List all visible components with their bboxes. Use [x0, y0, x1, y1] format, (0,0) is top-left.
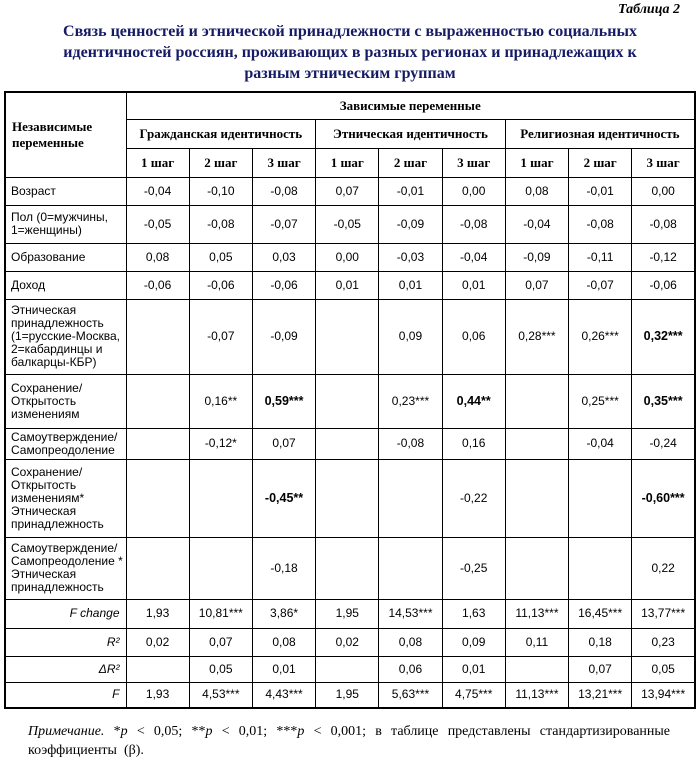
step-header: 1 шаг: [316, 148, 379, 177]
data-cell: [505, 374, 568, 428]
data-cell: [316, 537, 379, 599]
row-label: Сохранение/Открытость изменениям* Этническая принадлежность: [5, 459, 126, 537]
data-cell: -0,04: [569, 428, 632, 459]
row-label: Этническая принадлежность (1=русские-Москва, 2=кабардинцы и балкарцы-КБР): [5, 299, 126, 374]
data-cell: [126, 459, 189, 537]
data-cell: 0,01: [252, 656, 315, 682]
data-cell: 0,23: [632, 628, 695, 656]
data-cell: -0,10: [189, 177, 252, 205]
table-row: [5, 599, 695, 628]
data-cell: [505, 428, 568, 459]
data-cell: -0,01: [569, 177, 632, 205]
step-header: 1 шаг: [126, 148, 189, 177]
data-cell: 0,01: [442, 271, 505, 299]
data-cell: -0,07: [252, 205, 315, 243]
table-row: [5, 537, 695, 599]
data-cell: -0,12*: [189, 428, 252, 459]
data-cell: -0,12: [632, 243, 695, 271]
data-cell: -0,24: [632, 428, 695, 459]
note-text: < 0,001; в таблице представлены стандартизированные коэффициенты (β).: [28, 724, 671, 758]
data-cell: -0,07: [569, 271, 632, 299]
data-cell: [126, 374, 189, 428]
table-row: [5, 656, 695, 682]
data-cell: -0,11: [569, 243, 632, 271]
data-cell: [505, 459, 568, 537]
data-cell: 0,06: [442, 299, 505, 374]
data-cell: 5,63***: [379, 682, 442, 708]
row-label: Возраст: [5, 177, 126, 205]
col-header-independent: Независимые переменные: [5, 92, 126, 177]
data-cell: 0,08: [379, 628, 442, 656]
step-header: 3 шаг: [252, 148, 315, 177]
step-header: 2 шаг: [189, 148, 252, 177]
data-cell: -0,09: [505, 243, 568, 271]
data-cell: 0,06: [379, 656, 442, 682]
data-cell: 0,25***: [569, 374, 632, 428]
data-cell: -0,04: [505, 205, 568, 243]
data-cell: 0,02: [126, 628, 189, 656]
data-cell: 1,63: [442, 599, 505, 628]
data-cell: 0,05: [189, 243, 252, 271]
note-italic-p: p: [120, 724, 128, 739]
data-cell: 0,05: [189, 656, 252, 682]
row-label: Пол (0=мужчины, 1=женщины): [5, 205, 126, 243]
data-cell: 0,01: [316, 271, 379, 299]
data-cell: [379, 459, 442, 537]
data-cell: [379, 537, 442, 599]
data-cell: 0,07: [316, 177, 379, 205]
table-row: [5, 205, 695, 243]
data-cell: -0,60***: [632, 459, 695, 537]
data-cell: -0,06: [632, 271, 695, 299]
data-cell: 4,43***: [252, 682, 315, 708]
data-cell: -0,04: [442, 243, 505, 271]
row-label: F: [5, 682, 126, 708]
data-cell: 0,28***: [505, 299, 568, 374]
data-cell: 0,00: [316, 243, 379, 271]
data-cell: 0,08: [505, 177, 568, 205]
data-cell: [316, 656, 379, 682]
data-cell: 0,23***: [379, 374, 442, 428]
data-cell: 4,53***: [189, 682, 252, 708]
row-label: Образование: [5, 243, 126, 271]
data-cell: 14,53***: [379, 599, 442, 628]
data-cell: -0,08: [252, 177, 315, 205]
data-cell: 4,75***: [442, 682, 505, 708]
table-row: [5, 177, 695, 205]
data-cell: -0,06: [189, 271, 252, 299]
data-cell: 0,07: [569, 656, 632, 682]
data-cell: -0,05: [316, 205, 379, 243]
data-cell: [505, 656, 568, 682]
row-label: F change: [5, 599, 126, 628]
data-cell: 0,09: [379, 299, 442, 374]
data-cell: -0,08: [632, 205, 695, 243]
data-cell: [316, 374, 379, 428]
data-cell: [126, 428, 189, 459]
row-label: ΔR²: [5, 656, 126, 682]
data-cell: 0,07: [505, 271, 568, 299]
data-cell: 0,08: [126, 243, 189, 271]
data-cell: -0,08: [569, 205, 632, 243]
step-header: 3 шаг: [442, 148, 505, 177]
data-cell: [126, 537, 189, 599]
data-cell: -0,18: [252, 537, 315, 599]
data-cell: -0,06: [126, 271, 189, 299]
header-row-dependent: [5, 92, 695, 119]
data-cell: 0,08: [252, 628, 315, 656]
data-cell: 0,32***: [632, 299, 695, 374]
data-cell: 0,16**: [189, 374, 252, 428]
footnote: [28, 722, 670, 760]
data-cell: -0,45**: [252, 459, 315, 537]
data-cell: -0,08: [442, 205, 505, 243]
data-cell: -0,09: [252, 299, 315, 374]
data-cell: 0,00: [442, 177, 505, 205]
data-cell: -0,01: [379, 177, 442, 205]
data-cell: [569, 459, 632, 537]
data-cell: [316, 459, 379, 537]
table-row: [5, 628, 695, 656]
row-label: R²: [5, 628, 126, 656]
data-cell: 11,13***: [505, 682, 568, 708]
row-label: Самоутверждение/Самопреодоление: [5, 428, 126, 459]
table-row: [5, 682, 695, 708]
data-cell: 0,44**: [442, 374, 505, 428]
data-cell: 0,16: [442, 428, 505, 459]
table-body: [5, 177, 695, 708]
data-cell: [316, 299, 379, 374]
data-cell: 0,05: [632, 656, 695, 682]
data-cell: 0,07: [252, 428, 315, 459]
data-cell: -0,06: [252, 271, 315, 299]
table-row: [5, 243, 695, 271]
page-title: Связь ценностей и этнической принадлежности с выраженностью социальных идентичностей россиян, проживающих в разных регионах и принадлежащих к разным этническим группам: [63, 23, 637, 82]
group-header-civic: Гражданская идентичность: [126, 119, 316, 148]
step-header: 2 шаг: [569, 148, 632, 177]
data-cell: 1,93: [126, 682, 189, 708]
data-cell: -0,09: [379, 205, 442, 243]
data-cell: 0,01: [379, 271, 442, 299]
data-cell: 3,86*: [252, 599, 315, 628]
data-cell: [126, 299, 189, 374]
table-number-label: Таблица 2: [618, 2, 680, 17]
table-row: [5, 459, 695, 537]
table-header: [5, 92, 695, 177]
data-cell: 13,77***: [632, 599, 695, 628]
data-cell: 0,00: [632, 177, 695, 205]
group-header-ethnic: Этническая идентичность: [316, 119, 506, 148]
step-header: 2 шаг: [379, 148, 442, 177]
data-cell: [126, 656, 189, 682]
table-row: [5, 428, 695, 459]
table-row: [5, 299, 695, 374]
data-cell: 13,94***: [632, 682, 695, 708]
regression-table: [4, 91, 696, 709]
data-cell: -0,25: [442, 537, 505, 599]
data-cell: 13,21***: [569, 682, 632, 708]
data-cell: 0,35***: [632, 374, 695, 428]
data-cell: 11,13***: [505, 599, 568, 628]
data-cell: 0,18: [569, 628, 632, 656]
data-cell: 1,93: [126, 599, 189, 628]
step-header: 1 шаг: [505, 148, 568, 177]
data-cell: -0,07: [189, 299, 252, 374]
data-cell: [505, 537, 568, 599]
table-row: [5, 271, 695, 299]
note-text: < 0,01; ***: [212, 724, 298, 739]
data-cell: 0,22: [632, 537, 695, 599]
data-cell: [316, 428, 379, 459]
data-cell: 0,01: [442, 656, 505, 682]
data-cell: -0,22: [442, 459, 505, 537]
data-cell: -0,03: [379, 243, 442, 271]
note-italic-p: p: [297, 724, 305, 739]
data-cell: -0,04: [126, 177, 189, 205]
data-cell: 0,09: [442, 628, 505, 656]
data-cell: 16,45***: [569, 599, 632, 628]
data-cell: [189, 459, 252, 537]
col-header-dependent: Зависимые переменные: [126, 92, 695, 119]
data-cell: 0,07: [189, 628, 252, 656]
row-label: Доход: [5, 271, 126, 299]
data-cell: 1,95: [316, 599, 379, 628]
note-italic-p: p: [205, 724, 213, 739]
data-cell: [569, 537, 632, 599]
data-cell: -0,08: [189, 205, 252, 243]
step-header: 3 шаг: [632, 148, 695, 177]
data-cell: 0,59***: [252, 374, 315, 428]
data-cell: 0,11: [505, 628, 568, 656]
data-cell: 0,02: [316, 628, 379, 656]
table-row: [5, 374, 695, 428]
data-cell: 1,95: [316, 682, 379, 708]
note-text: *: [104, 724, 121, 739]
data-cell: 0,26***: [569, 299, 632, 374]
footnote-body: [28, 724, 670, 758]
footnote-lead: Примечание.: [28, 724, 105, 739]
data-cell: 10,81***: [189, 599, 252, 628]
data-cell: [189, 537, 252, 599]
row-label: Сохранение/Открытость изменениям: [5, 374, 126, 428]
data-cell: -0,08: [379, 428, 442, 459]
note-text: < 0,05; **: [127, 724, 206, 739]
group-header-religious: Религиозная идентичность: [505, 119, 695, 148]
data-cell: -0,05: [126, 205, 189, 243]
data-cell: 0,03: [252, 243, 315, 271]
row-label: Самоутверждение/Самопреодоление * Этническая принадлежность: [5, 537, 126, 599]
